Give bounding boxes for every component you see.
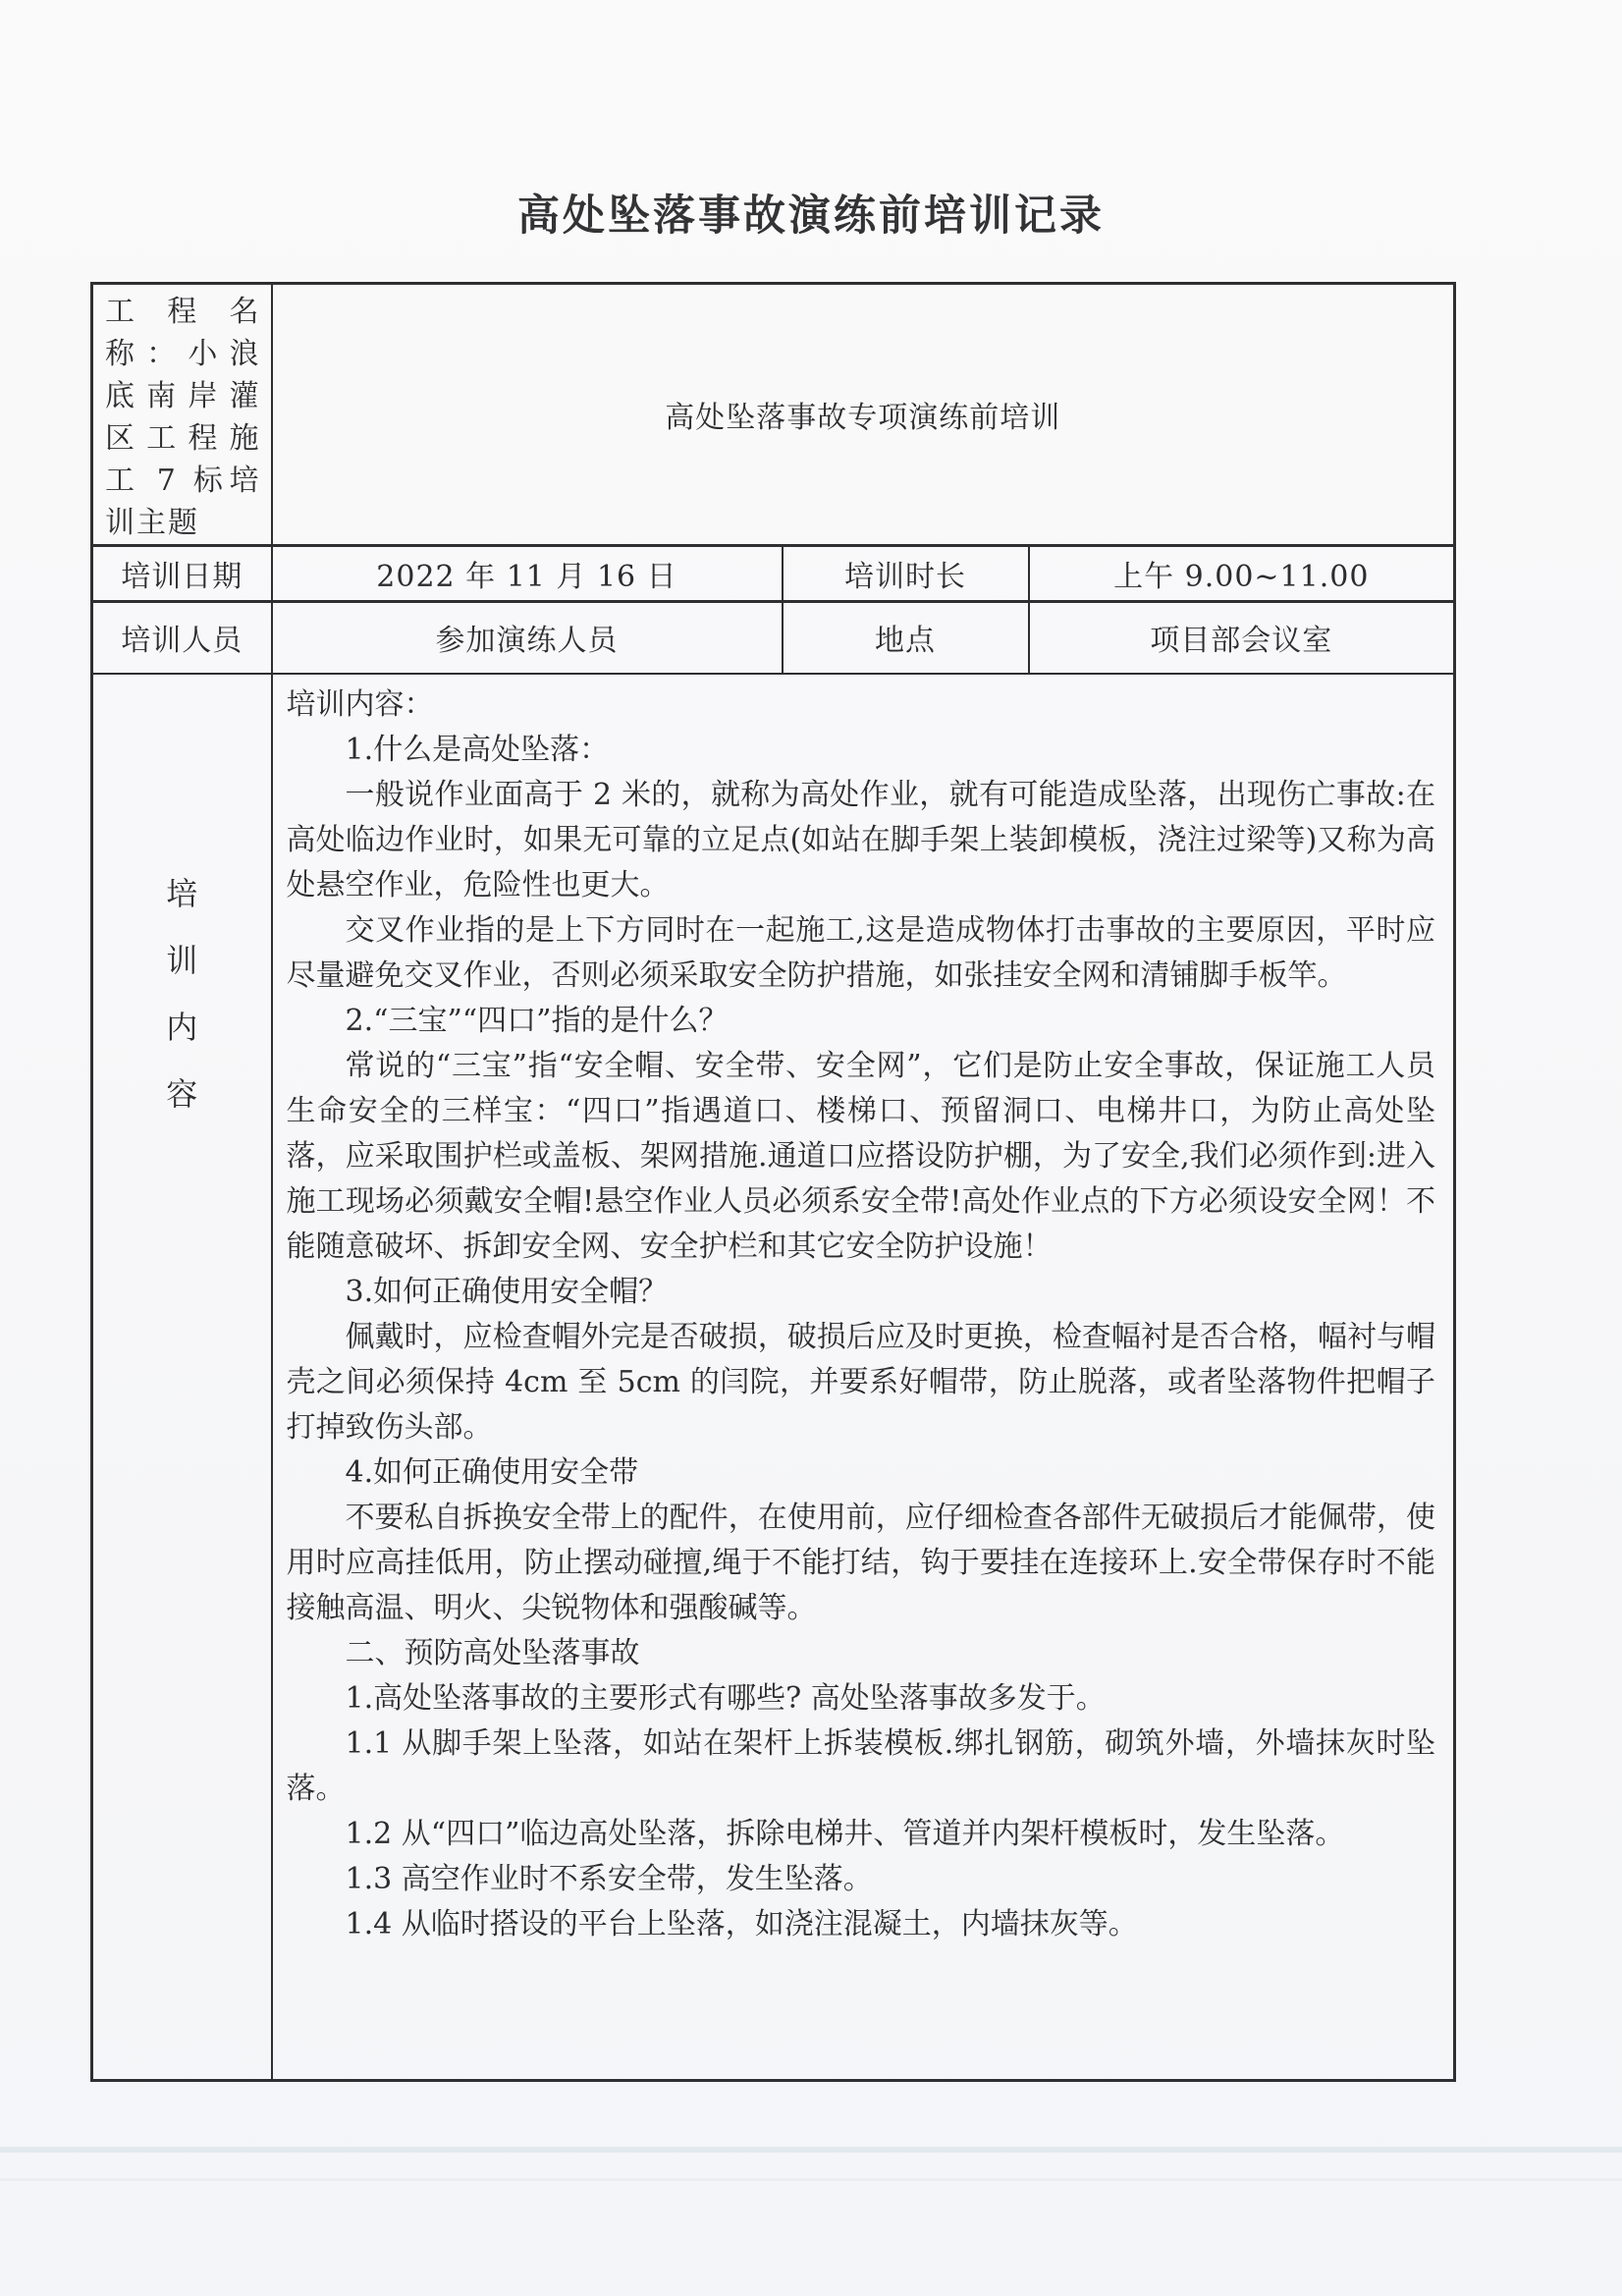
location-value: 项目部会议室 [1029, 602, 1455, 674]
content-paragraph: 一般说作业面高于 2 米的，就称为高处作业，就有可能造成坠落，出现伤亡事故:在高处临边作业时，如果无可靠的立足点(如站在脚手架上装卸模板，浇注过梁等)又称为高处悬空作业，危险性也更大。 [286, 777, 1436, 902]
content-paragraph: 佩戴时，应检查帽外完是否破损，破损后应及时更换，检查幅衬是否合格，幅衬与帽壳之间必须保持 4cm 至 5cm 的闫院，并要系好帽带，防止脱落，或者坠落物件把帽子打掉致伤头部。 [286, 1319, 1436, 1445]
duration-value: 上午 9.00~11.00 [1029, 546, 1455, 602]
scan-streak [0, 2178, 1622, 2181]
date-value: 2022 年 11 月 16 日 [272, 546, 783, 602]
training-content-cell [272, 674, 1455, 2081]
content-paragraph: 常说的“三宝”指“安全帽、安全带、安全网”，它们是防止安全事故，保证施工人员生命安全的三样宝：“四口”指遇道口、楼梯口、预留洞口、电梯井口，为防止高处坠落，应采取围护栏或盖板、架网措施.通道口应搭设防护棚，为了安全,我们必须作到:进入施工现场必须戴安全帽!悬空作业人员必须系安全带!高处作业点的下方必须设安全网！不能随意破坏、拆卸安全网、安全护栏和其它安全防护设施！ [286, 1048, 1436, 1264]
content-label-char: 容 [166, 1074, 198, 1113]
table-row [92, 284, 1455, 546]
content-paragraph: 不要私自拆换安全带上的配件，在使用前，应仔细检查各部件无破损后才能佩带，使用时应高挂低用，防止摆动碰擅,绳于不能打结，钩于要挂在连接环上.安全带保存时不能接触高温、明火、尖锐物体和强酸碱等。 [286, 1500, 1436, 1625]
table-row [92, 674, 1455, 2081]
page-title: 高处坠落事故演练前培训记录 [517, 191, 1105, 241]
content-paragraph: 1.高处坠落事故的主要形式有哪些? 高处坠落事故多发于。 [345, 1680, 1106, 1716]
content-paragraph: 1.2 从“四口”临边高处坠落，拆除电梯井、管道并内架杆模板时，发生坠落。 [345, 1816, 1345, 1851]
content-paragraph: 1.1 从脚手架上坠落，如站在架杆上拆装模板.绑扎钢筋，砌筑外墙，外墙抹灰时坠落。 [286, 1725, 1436, 1806]
content-paragraph: 1.3 高空作业时不系安全带，发生坠落。 [345, 1861, 873, 1896]
location-label: 地点 [783, 602, 1029, 674]
personnel-value: 参加演练人员 [272, 602, 783, 674]
training-record-table [90, 282, 1456, 2082]
content-label-char: 内 [166, 1008, 198, 1046]
content-label-char: 培 [166, 874, 198, 912]
content-paragraph: 4.如何正确使用安全带 [345, 1454, 639, 1490]
table-row [92, 546, 1455, 602]
scan-streak [0, 2147, 1622, 2153]
content-heading: 培训内容： [286, 686, 434, 722]
content-paragraph: 2.“三宝”“四口”指的是什么？ [345, 1003, 729, 1038]
content-paragraph: 交叉作业指的是上下方同时在一起施工,这是造成物体打击事故的主要原因，平时应尽量避免交叉作业，否则必须采取安全防护措施，如张挂安全网和清铺脚手板竿。 [286, 912, 1436, 993]
table-row [92, 602, 1455, 674]
project-name-cell: 工程名称：小浪底南岸灌区工程施工 7 标培训主题 [92, 284, 272, 546]
content-label-cell [92, 674, 272, 2081]
content-paragraph: 3.如何正确使用安全帽？ [345, 1274, 669, 1309]
content-paragraph: 1.4 从临时搭设的平台上坠落，如浇注混凝土，内墙抹灰等。 [345, 1906, 1138, 1941]
content-paragraph: 二、预防高处坠落事故 [345, 1635, 640, 1670]
training-topic-cell: 高处坠落事故专项演练前培训 [272, 284, 1455, 546]
duration-label: 培训时长 [783, 546, 1029, 602]
date-label: 培训日期 [92, 546, 272, 602]
content-label-char: 训 [166, 941, 198, 979]
content-paragraph: 1.什么是高处坠落： [345, 732, 610, 767]
personnel-label: 培训人员 [92, 602, 272, 674]
